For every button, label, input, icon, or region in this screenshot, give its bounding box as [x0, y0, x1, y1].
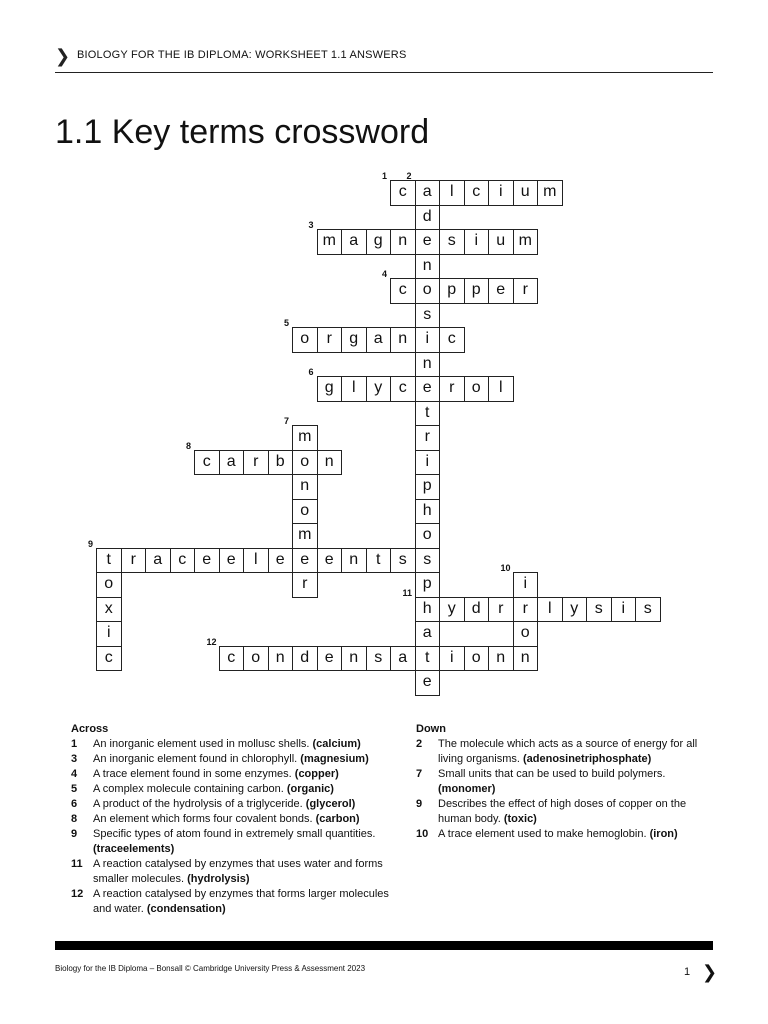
- clue-number: 8: [186, 440, 192, 451]
- clue-number: 9: [416, 798, 423, 810]
- clue-answer: (traceelements): [93, 843, 175, 855]
- crossword-cell: o: [96, 572, 122, 598]
- crossword-cell: s: [415, 303, 441, 329]
- crossword-cell: l: [488, 376, 514, 402]
- clue-text: A complex molecule containing carbon. (organic): [93, 783, 334, 795]
- crossword-cell: p: [415, 572, 441, 598]
- crossword-cell: o: [292, 499, 318, 525]
- clue-number: 5: [71, 783, 78, 795]
- crossword-cell: i: [513, 572, 539, 598]
- crossword-cell: p: [415, 474, 441, 500]
- crossword-cell: e: [219, 548, 245, 574]
- clue-item: [71, 887, 391, 917]
- footer-bar: [55, 941, 713, 950]
- crossword-cell: c: [390, 180, 416, 206]
- page-title: 1.1 Key terms crossword: [55, 113, 430, 151]
- crossword-cell: l: [439, 180, 465, 206]
- crossword-cell: d: [415, 205, 441, 231]
- clue-item: [416, 797, 716, 827]
- crossword-cell: s: [415, 548, 441, 574]
- crossword-cell: l: [537, 597, 563, 623]
- crossword-cell: l: [341, 376, 367, 402]
- crossword-cell: e: [488, 278, 514, 304]
- across-clue-list: [71, 737, 391, 917]
- crossword-cell: i: [611, 597, 637, 623]
- crossword-cell: o: [292, 327, 318, 353]
- crossword-cell: c: [170, 548, 196, 574]
- crossword-cell: m: [513, 229, 539, 255]
- crossword-cell: n: [415, 254, 441, 280]
- clue-answer: (iron): [649, 828, 678, 840]
- chevron-right-icon: ❯: [55, 46, 71, 66]
- clue-answer: (adenosinetriphosphate): [522, 753, 652, 765]
- crossword-cell: s: [366, 646, 392, 672]
- crossword-cell: n: [317, 450, 343, 476]
- down-clue-list: [416, 737, 716, 842]
- down-heading: Down: [416, 723, 446, 735]
- clue-number: 2: [406, 171, 412, 181]
- clue-answer: (monomer): [438, 783, 496, 795]
- crossword-cell: e: [317, 548, 343, 574]
- crossword-cell: r: [243, 450, 269, 476]
- crossword-cell: a: [415, 621, 441, 647]
- crossword-cell: c: [439, 327, 465, 353]
- crossword-cell: p: [439, 278, 465, 304]
- crossword-cell: b: [268, 450, 294, 476]
- crossword-cell: t: [96, 548, 122, 574]
- clue-answer: (hydrolysis): [187, 873, 250, 885]
- crossword-cell: a: [415, 180, 441, 206]
- clue-number: 1: [382, 171, 388, 181]
- crossword-cell: e: [194, 548, 220, 574]
- clue-text: An inorganic element found in chlorophyll. (magnesium): [93, 753, 369, 765]
- crossword-cell: n: [292, 474, 318, 500]
- crossword-cell: o: [292, 450, 318, 476]
- clue-number: 6: [308, 367, 314, 377]
- crossword-cell: g: [317, 376, 343, 402]
- crossword-cell: i: [415, 450, 441, 476]
- crossword-cell: r: [292, 572, 318, 598]
- clue-item: [416, 767, 716, 797]
- clue-answer: (calcium): [312, 738, 361, 750]
- clue-number: 7: [416, 768, 423, 780]
- clue-number: 3: [71, 753, 78, 765]
- crossword-cell: o: [513, 621, 539, 647]
- clue-text: A reaction catalysed by enzymes that forms larger molecules and water. (condensation): [93, 888, 389, 915]
- crossword-cell: n: [268, 646, 294, 672]
- crossword-cell: o: [243, 646, 269, 672]
- clue-number: 11: [71, 858, 83, 870]
- crossword-cell: y: [562, 597, 588, 623]
- clue-number: 12: [206, 636, 217, 647]
- clue-number: 5: [284, 318, 290, 328]
- down-clues: [416, 722, 716, 842]
- crossword-cell: r: [513, 597, 539, 623]
- crossword-cell: g: [366, 229, 392, 255]
- crossword-cell: e: [268, 548, 294, 574]
- clue-text: An inorganic element used in mollusc shells. (calcium): [93, 738, 361, 750]
- clue-answer: (glycerol): [305, 798, 356, 810]
- crossword-cell: u: [488, 229, 514, 255]
- clue-item: [71, 767, 391, 782]
- clue-item: [71, 827, 391, 857]
- header-title: BIOLOGY FOR THE IB DIPLOMA: WORKSHEET 1.1 ANSWERS: [77, 49, 407, 61]
- crossword-cell: e: [415, 670, 441, 696]
- crossword-cell: i: [415, 327, 441, 353]
- crossword-cell: s: [635, 597, 661, 623]
- crossword-cell: n: [341, 548, 367, 574]
- clue-number: 7: [284, 416, 290, 426]
- crossword-cell: t: [415, 646, 441, 672]
- crossword-cell: m: [317, 229, 343, 255]
- crossword-cell: n: [390, 327, 416, 353]
- crossword-cell: e: [292, 548, 318, 574]
- crossword-cell: d: [464, 597, 490, 623]
- clue-number: 4: [71, 768, 78, 780]
- crossword-cell: r: [439, 376, 465, 402]
- crossword-cell: a: [366, 327, 392, 353]
- crossword-cell: o: [415, 523, 441, 549]
- crossword-cell: a: [341, 229, 367, 255]
- crossword-cell: h: [415, 597, 441, 623]
- footer-text: Biology for the IB Diploma – Bonsall © Cambridge University Press & Assessment 2023: [55, 964, 366, 973]
- crossword-cell: u: [513, 180, 539, 206]
- crossword-cell: i: [96, 621, 122, 647]
- clue-item: [71, 737, 391, 752]
- clue-number: 9: [88, 538, 94, 549]
- crossword-cell: i: [464, 229, 490, 255]
- clue-item: [71, 812, 391, 827]
- clue-item: [71, 797, 391, 812]
- crossword-cell: a: [219, 450, 245, 476]
- clue-number: 6: [71, 798, 78, 810]
- crossword-cell: i: [488, 180, 514, 206]
- crossword-cell: c: [464, 180, 490, 206]
- crossword-cell: r: [488, 597, 514, 623]
- crossword-cell: n: [513, 646, 539, 672]
- crossword-cell: c: [194, 450, 220, 476]
- crossword-cell: c: [390, 278, 416, 304]
- clue-answer: (magnesium): [300, 753, 369, 765]
- crossword-cell: r: [513, 278, 539, 304]
- crossword-cell: t: [366, 548, 392, 574]
- crossword-cell: o: [415, 278, 441, 304]
- crossword-cell: r: [415, 425, 441, 451]
- crossword-cell: o: [464, 376, 490, 402]
- crossword-cell: i: [439, 646, 465, 672]
- crossword-cell: s: [439, 229, 465, 255]
- clue-item: [71, 782, 391, 797]
- clue-text: The molecule which acts as a source of energy for all living organisms. (adenosinetriphosphate): [438, 738, 698, 765]
- chevron-right-icon: ❯: [702, 962, 718, 982]
- clue-text: Specific types of atom found in extremely small quantities. (traceelements): [93, 828, 376, 855]
- crossword-cell: g: [341, 327, 367, 353]
- clue-item: [71, 857, 391, 887]
- clue-text: A reaction catalysed by enzymes that uses water and forms smaller molecules. (hydrolysis): [93, 858, 383, 885]
- clue-answer: (copper): [294, 768, 339, 780]
- clue-answer: (condensation): [146, 903, 226, 915]
- clue-item: [71, 752, 391, 767]
- clue-text: A product of the hydrolysis of a triglyceride. (glycerol): [93, 798, 356, 810]
- crossword-cell: x: [96, 597, 122, 623]
- crossword-cell: r: [317, 327, 343, 353]
- clue-answer: (carbon): [315, 813, 360, 825]
- crossword-cell: a: [390, 646, 416, 672]
- across-clues: [71, 722, 391, 917]
- clue-answer: (organic): [286, 783, 334, 795]
- clue-number: 9: [71, 828, 78, 840]
- crossword-cell: t: [415, 401, 441, 427]
- crossword-cell: m: [292, 523, 318, 549]
- crossword-cell: y: [439, 597, 465, 623]
- crossword-cell: y: [366, 376, 392, 402]
- clue-text: An element which forms four covalent bonds. (carbon): [93, 813, 360, 825]
- crossword-cell: c: [96, 646, 122, 672]
- crossword-cell: n: [415, 352, 441, 378]
- crossword-cell: e: [317, 646, 343, 672]
- clue-item: [416, 737, 716, 767]
- crossword-cell: n: [488, 646, 514, 672]
- clue-number: 1: [71, 738, 78, 750]
- clue-text: Small units that can be used to build polymers. (monomer): [438, 768, 666, 795]
- clue-item: [416, 827, 716, 842]
- clue-number: 11: [402, 587, 413, 598]
- clue-text: A trace element used to make hemoglobin. (iron): [438, 828, 678, 840]
- clue-number: 12: [71, 888, 84, 900]
- crossword-cell: e: [415, 229, 441, 255]
- page-number: 1: [684, 966, 691, 978]
- clue-number: 3: [308, 220, 314, 230]
- clue-number: 10: [500, 563, 511, 573]
- crossword-cell: h: [415, 499, 441, 525]
- crossword-cell: p: [464, 278, 490, 304]
- clue-answer: (toxic): [503, 813, 537, 825]
- crossword-cell: r: [121, 548, 147, 574]
- clue-number: 10: [416, 828, 429, 840]
- crossword-cell: s: [390, 548, 416, 574]
- crossword-cell: l: [243, 548, 269, 574]
- crossword-cell: n: [390, 229, 416, 255]
- crossword-cell: m: [537, 180, 563, 206]
- crossword-cell: c: [219, 646, 245, 672]
- crossword-cell: e: [415, 376, 441, 402]
- clue-number: 8: [71, 813, 78, 825]
- crossword-cell: c: [390, 376, 416, 402]
- crossword-cell: m: [292, 425, 318, 451]
- crossword-cell: o: [464, 646, 490, 672]
- clue-number: 2: [416, 738, 423, 750]
- clue-text: Describes the effect of high doses of copper on the human body. (toxic): [438, 798, 687, 825]
- crossword-cell: s: [586, 597, 612, 623]
- clue-number: 4: [382, 269, 388, 279]
- across-heading: Across: [71, 723, 109, 735]
- crossword-cell: a: [145, 548, 171, 574]
- crossword-cell: n: [341, 646, 367, 672]
- crossword-cell: d: [292, 646, 318, 672]
- clue-text: A trace element found in some enzymes. (copper): [93, 768, 339, 780]
